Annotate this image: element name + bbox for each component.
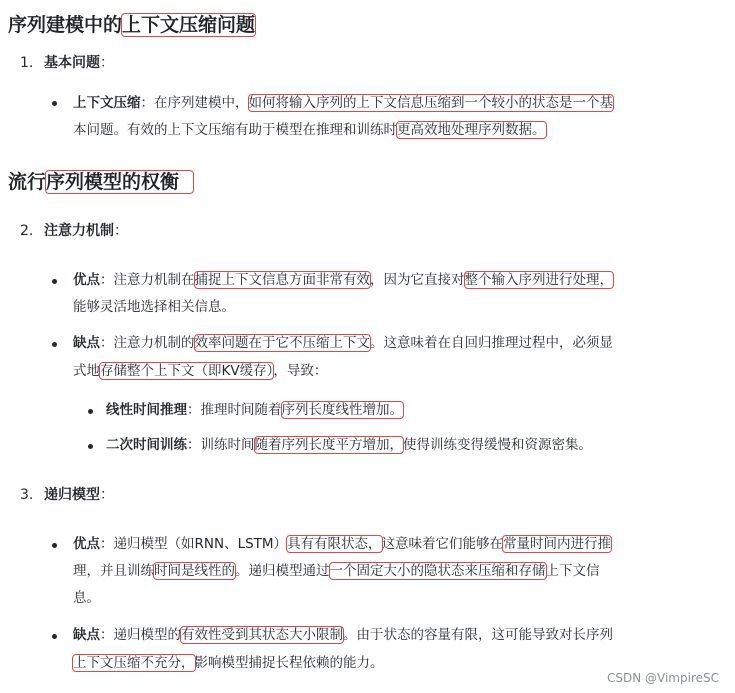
- text: ：注意力机制在: [100, 272, 195, 288]
- attention-con: [73, 328, 613, 359]
- bullet-dot: [52, 342, 57, 347]
- text: 。这意味着在自回归推理过程中，必须显: [370, 335, 613, 351]
- recurrent-con: [73, 620, 613, 651]
- highlight: 有效性受到其状态大小限制: [181, 627, 343, 643]
- text: 本问题。有效的上下文压缩有助于模型在推理和训练时: [73, 122, 397, 138]
- list-item-colon: ：: [100, 55, 114, 71]
- list-item-attention: [20, 221, 128, 241]
- heading-text: 序列建模中的: [8, 14, 123, 36]
- text: ，导致：: [273, 363, 328, 379]
- heading-highlight: 序列模型的权衡: [46, 171, 193, 193]
- text: ：在序列建模中，: [140, 95, 249, 111]
- bullet-label: 缺点: [73, 627, 100, 643]
- text: 。递归模型通过: [235, 563, 330, 579]
- bullet-label: 优点: [73, 536, 100, 552]
- bullet-label: 二次时间训练: [106, 437, 187, 453]
- text: 能够灵活地选择相关信息。: [73, 299, 235, 315]
- recurrent-pro-line3: [73, 583, 100, 614]
- highlight: 时间是线性的: [154, 563, 235, 579]
- list-item-colon: ：: [100, 487, 114, 503]
- highlight: 效率问题在于它不压缩上下文: [194, 335, 370, 351]
- sub-bullet-dot: [88, 444, 93, 449]
- text: ：推理时间随着: [187, 402, 282, 418]
- text: ：注意力机制的: [100, 335, 195, 351]
- watermark: CSDN @VimpireSC: [607, 671, 719, 685]
- sub-linear-inference: [106, 395, 403, 426]
- highlight: 随着序列长度平方增加，: [254, 437, 403, 453]
- bullet-dot: [52, 101, 57, 106]
- bullet-label: 上下文压缩: [73, 95, 141, 111]
- text: 上下文信: [545, 563, 600, 579]
- text: 使得训练变得缓慢和资源密集。: [403, 437, 592, 453]
- text: 这意味着它们能够在: [381, 536, 504, 552]
- list-item-colon: ：: [114, 223, 128, 239]
- section-heading-context-compression: [8, 12, 255, 38]
- list-item-title: 基本问题: [44, 55, 100, 71]
- recurrent-con-line2: [73, 648, 384, 679]
- highlight: 如何将输入序列的上下文信息压缩到一个较小的状态是一个基: [248, 95, 613, 111]
- bullet-dot: [52, 543, 57, 548]
- list-item-title: 注意力机制: [44, 223, 114, 239]
- list-item-basic-problem: [20, 53, 114, 73]
- bullet-context-compression-line2: [73, 115, 546, 146]
- list-item-title: 递归模型: [44, 487, 100, 503]
- text: ：训练时间: [187, 437, 255, 453]
- text: 息。: [73, 590, 100, 606]
- text: 。由于状态的容量有限，这可能导致对长序列: [343, 627, 613, 643]
- bullet-label: 线性时间推理: [106, 402, 187, 418]
- highlight: 整个输入序列进行处理，: [464, 272, 613, 288]
- bullet-dot: [52, 634, 57, 639]
- list-number: 2.: [20, 223, 34, 239]
- bullet-label: 优点: [73, 272, 100, 288]
- text: 理，并且训练: [73, 563, 154, 579]
- attention-con-line2: [73, 356, 327, 387]
- highlight: 更高效地处理序列数据。: [397, 122, 546, 138]
- text: ：递归模型（如RNN、LSTM）: [100, 536, 288, 552]
- section-heading-model-tradeoffs: [8, 169, 193, 195]
- list-item-recurrent: [20, 485, 114, 505]
- highlight: 具有有限状态，: [287, 536, 382, 552]
- highlight: 一个固定大小的隐状态来压缩和存储: [329, 563, 546, 579]
- text: ：递归模型的: [100, 627, 181, 643]
- text: 影响模型捕捉长程依赖的能力。: [194, 655, 384, 671]
- highlight: 序列长度线性增加。: [281, 402, 403, 418]
- sub-quadratic-training: [106, 430, 592, 461]
- attention-pro-line2: [73, 292, 235, 323]
- list-number: 3.: [20, 487, 34, 503]
- highlight: 存储整个上下文（即KV缓存）: [100, 363, 274, 379]
- heading-highlight: 上下文压缩问题: [122, 14, 256, 36]
- highlight: 捕捉上下文信息方面非常有效: [194, 272, 370, 288]
- text: ，因为它直接对: [370, 272, 465, 288]
- sub-bullet-dot: [88, 409, 93, 414]
- highlight: 常量时间内进行推: [503, 536, 612, 552]
- bullet-dot: [52, 279, 57, 284]
- list-number: 1.: [20, 55, 34, 71]
- highlight: 上下文压缩不充分，: [73, 655, 195, 671]
- recurrent-pro-line2: [73, 556, 600, 587]
- bullet-label: 缺点: [73, 335, 100, 351]
- heading-text: 流行: [8, 171, 47, 193]
- text: 式地: [73, 363, 100, 379]
